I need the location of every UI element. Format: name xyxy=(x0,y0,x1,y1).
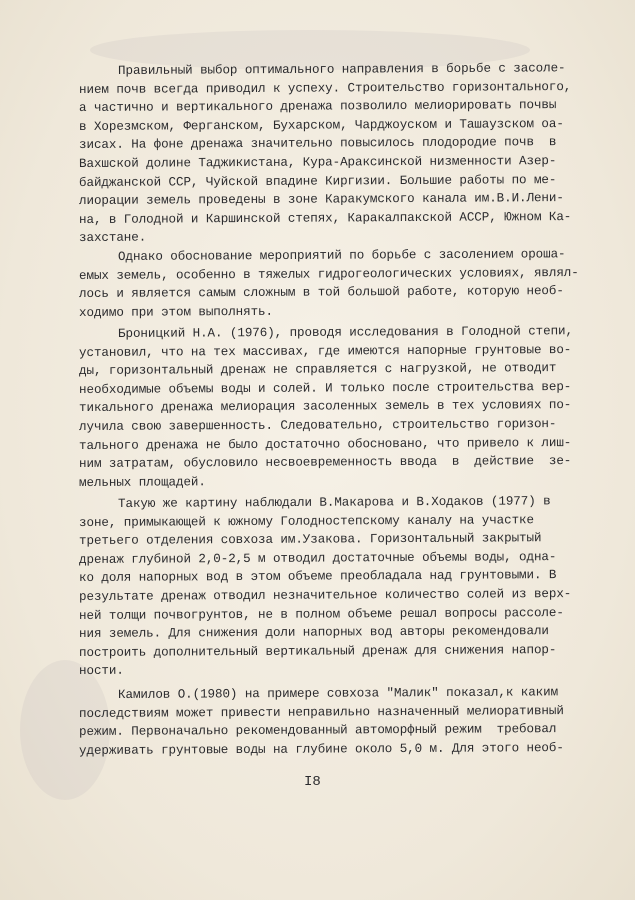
text-line: байджанской ССР, Чуйской впадине Киргизии. Большие работы по ме- xyxy=(79,172,557,190)
text-line: мельных площадей. xyxy=(79,475,206,490)
text-line: в Хорезмском, Ферганском, Бухарском, Чарджоуском и Ташаузском оа- xyxy=(79,116,564,134)
text-line: Вахшской долине Таджикистана, Кура-Араксинской низменности Азер- xyxy=(79,154,557,171)
text-line: третьего отделения совхоза им.Узакова. Горизонтальный закрытый xyxy=(79,531,542,549)
text-line: Такую же картину наблюдали В.Макарова и В.Ходаков (1977) в xyxy=(118,494,551,511)
text-line: ности. xyxy=(79,664,124,679)
text-line: зоне, примыкающей к южному Голодностепскому каналу на участке xyxy=(79,512,534,530)
text-line: построить дополнительный вертикальный дренаж для снижения напор- xyxy=(79,642,557,660)
text-line: а частично и вертикального дренажа позволило мелиорировать почвы xyxy=(79,98,557,116)
text-line: дренаж глубиной 2,0-2,5 м отводил достаточные объемы воды, одна- xyxy=(79,549,557,567)
text-line: Однако обоснование мероприятий по борьбе с засолением ороша- xyxy=(118,247,566,264)
text-line: лиорации земель проведены в зоне Каракумского канала им.В.И.Лени- xyxy=(79,191,564,209)
text-line: ко доля напорных вод в этом объеме преобладала над грунтовыми. В xyxy=(79,568,557,586)
text-line: Броницкий Н.А. (1976), проводя исследования в Голодной степи, xyxy=(118,324,573,341)
text-line: ходимо при этом выполнять. xyxy=(79,304,273,320)
text-line: лучила свою завершенность. Следовательно, строительство горизон- xyxy=(79,417,557,434)
page-number: I8 xyxy=(304,774,321,790)
text-line: ней толщи почвогрунтов, не в полном объеме решал вопросы рассоле- xyxy=(79,605,564,623)
text-line: результате дренаж отводил незначительное количество солей из верх- xyxy=(79,586,572,604)
text-line: тикального дренажа мелиорация засоленных земель в тех условиях по- xyxy=(79,398,572,416)
text-line: Камилов О.(1980) на примере совхоза "Малик" показал,к каким xyxy=(118,685,559,702)
text-line: Правильный выбор оптимального направления в борьбе с засоле- xyxy=(118,61,566,78)
text-line: ды, горизонтальный дренаж не справляется с нагрузкой, не отводит xyxy=(79,361,557,379)
text-line: емых земель, особенно в тяжелых гидрогеологических условиях, являл- xyxy=(79,265,579,283)
text-line: удерживать грунтовые воды на глубине около 5,0 м. Для этого необ- xyxy=(79,740,564,758)
text-line: установил, что на тех массивах, где имеются напорные грунтовые во- xyxy=(79,342,572,360)
text-line: лось и является самым сложным в той большой работе, которую необ- xyxy=(79,284,564,302)
text-line: ния земель. Для снижения доли напорных вод авторы рекомендовали xyxy=(79,624,549,642)
text-line: последствиям может привести неправильно назначенный мелиоративный xyxy=(79,703,564,721)
text-line: режим. Первоначально рекомендованный автоморфный режим требовал xyxy=(79,722,557,740)
text-line: на, в Голодной и Каршинской степях, Каракалпакской АССР, Южном Ка- xyxy=(79,209,572,227)
text-line: захстане. xyxy=(79,230,147,246)
text-line: ним затратам, обусловило несвоевременность ввода в действие зе- xyxy=(79,454,572,472)
text-line: тального дренажа не было достаточно обосновано, что привело к лиш- xyxy=(79,435,572,453)
text-line: нием почв всегда приводил к успеху. Строительство горизонтального, xyxy=(79,79,572,97)
text-line: зисах. На фоне дренажа значительно повысилось плодородие почв в xyxy=(79,135,557,153)
text-line: необходимые объемы воды и солей. И только после строительства вер- xyxy=(79,379,572,397)
